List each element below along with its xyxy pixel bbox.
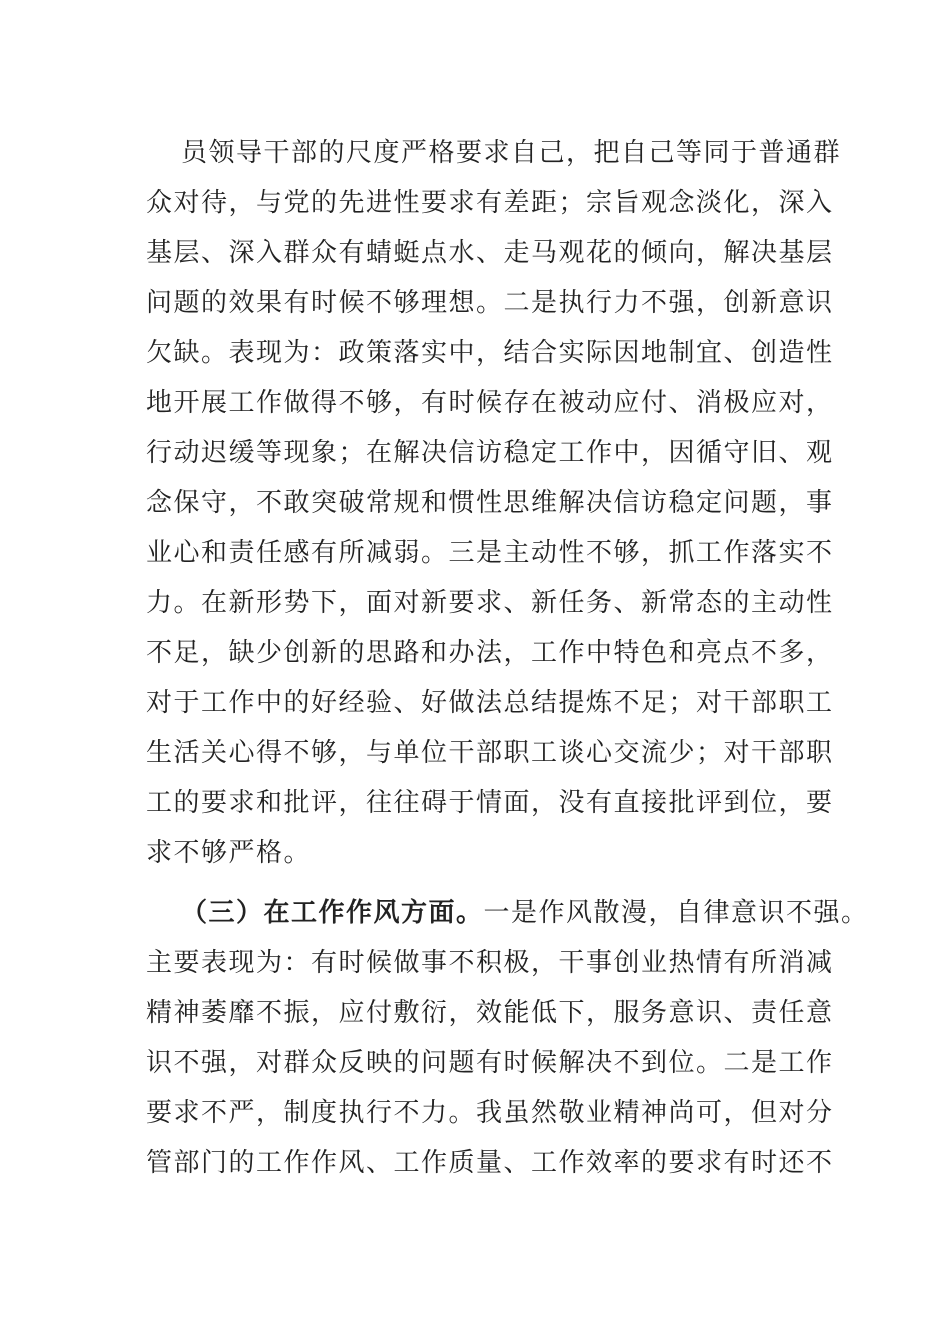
text-line: 主要表现为：有时候做事不积极，干事创业热情有所消减 (146, 948, 834, 978)
text-line: 不足，缺少创新的思路和办法，工作中特色和亮点不多， (146, 638, 834, 668)
text-line: 力。在新形势下，面对新要求、新任务、新常态的主动性 (146, 588, 834, 618)
text-line: 业心和责任感有所减弱。三是主动性不够，抓工作落实不 (146, 538, 834, 568)
text-line: 行动迟缓等现象；在解决信访稳定工作中，因循守旧、观 (146, 438, 834, 468)
text-line: 众对待，与党的先进性要求有差距；宗旨观念淡化，深入 (146, 188, 834, 218)
text-line: 问题的效果有时候不够理想。二是执行力不强，创新意识 (146, 288, 834, 318)
section-intro-text: 一是作风散漫，自律意识不强。 (483, 898, 869, 928)
text-line: 识不强，对群众反映的问题有时候解决不到位。二是工作 (146, 1048, 834, 1078)
text-line: 欠缺。表现为：政策落实中，结合实际因地制宜、创造性 (146, 338, 834, 368)
text-line: 管部门的工作作风、工作质量、工作效率的要求有时还不 (146, 1148, 834, 1178)
text-line: 精神萎靡不振，应付敷衍，效能低下，服务意识、责任意 (146, 998, 834, 1028)
text-line: 求不够严格。 (146, 838, 312, 868)
text-line: 基层、深入群众有蜻蜓点水、走马观花的倾向，解决基层 (146, 238, 834, 268)
text-line: 员领导干部的尺度严格要求自己，把自己等同于普通群 (181, 138, 842, 168)
text-line: 生活关心得不够，与单位干部职工谈心交流少；对干部职 (146, 738, 834, 768)
text-line: 工的要求和批评，往往碍于情面，没有直接批评到位，要 (146, 788, 834, 818)
text-line: 念保守，不敢突破常规和惯性思维解决信访稳定问题，事 (146, 488, 834, 518)
section-heading: （三）在工作作风方面。 (181, 898, 484, 928)
text-line: 对于工作中的好经验、好做法总结提炼不足；对干部职工 (146, 688, 834, 718)
text-line: 地开展工作做得不够，有时候存在被动应付、消极应对， (146, 388, 834, 418)
text-line: 要求不严，制度执行不力。我虽然敬业精神尚可，但对分 (146, 1098, 834, 1128)
section-first-line (181, 893, 869, 933)
